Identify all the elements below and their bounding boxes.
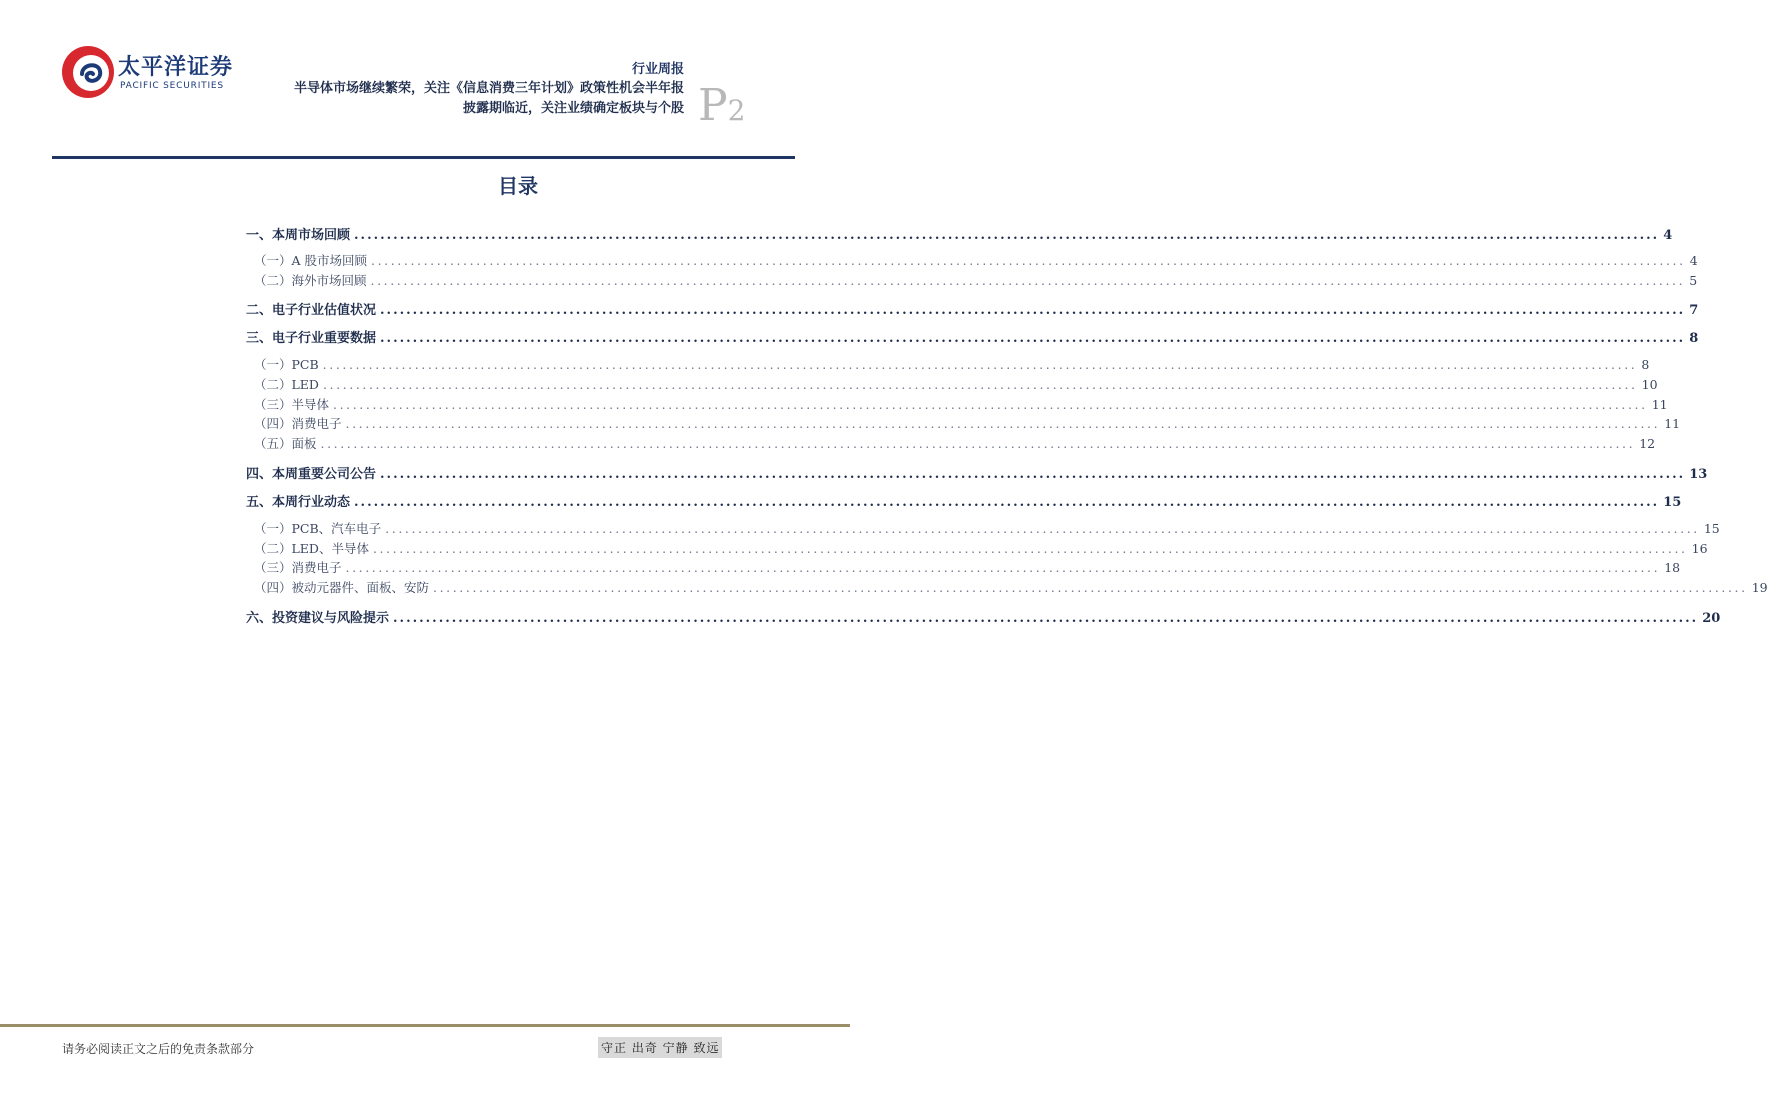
toc-entry-label: 二、电子行业估值状况 — [246, 303, 377, 318]
toc-dot-leader: ........................................................................................................................................................................................................ — [380, 303, 1686, 318]
toc-subsection-link[interactable] — [246, 434, 1656, 452]
toc-entry-label: （四）被动元器件、面板、安防 — [254, 580, 430, 595]
toc-dot-leader: ........................................................................................................................................................................................................ — [354, 495, 1660, 510]
toc-entry-label: （一）A 股市场回顾 — [254, 253, 368, 268]
page-number-mark — [698, 80, 745, 131]
report-type: 行业周报 — [631, 62, 684, 77]
toc-entry-page: 18 — [1664, 560, 1681, 575]
toc-subsection-link[interactable] — [246, 578, 1768, 596]
toc-section-link[interactable] — [246, 299, 1699, 318]
toc-entry-page: 5 — [1689, 273, 1698, 288]
toc-entry-page: 20 — [1702, 611, 1721, 626]
toc-dot-leader: ........................................................................................................................................................................................................ — [380, 331, 1686, 346]
toc-subsection-link[interactable] — [246, 251, 1698, 269]
toc-dot-leader: ........................................................................................................................................................................................................ — [433, 580, 1748, 595]
footer-divider — [0, 1024, 850, 1027]
page-letter: P — [698, 80, 728, 131]
toc-entry-page: 19 — [1751, 580, 1768, 595]
toc-entry-label: 四、本周重要公司公告 — [246, 467, 377, 482]
toc-entry-page: 13 — [1689, 467, 1708, 482]
toc-section-link[interactable] — [246, 327, 1699, 346]
toc-dot-leader: ........................................................................................................................................................................................................ — [322, 377, 1638, 392]
pacific-securities-logo-icon — [60, 44, 116, 100]
toc-entry-page: 15 — [1703, 521, 1720, 536]
toc-section-link[interactable] — [246, 491, 1682, 510]
toc-title: 目录 — [498, 174, 538, 198]
toc-subsection-link[interactable] — [246, 271, 1698, 289]
toc-dot-leader: ........................................................................................................................................................................................................ — [380, 467, 1686, 482]
toc-dot-leader: ........................................................................................................................................................................................................ — [372, 541, 1688, 556]
company-logo — [60, 44, 234, 104]
toc-entry-label: 五、本周行业动态 — [246, 495, 351, 510]
toc-entry-page: 11 — [1664, 416, 1681, 431]
footer-motto: 守正 出奇 宁静 致远 — [598, 1037, 722, 1058]
footer-disclaimer: 请务必阅读正文之后的免责条款部分 — [62, 1042, 255, 1056]
toc-dot-leader: ........................................................................................................................................................................................................ — [385, 521, 1700, 536]
toc-dot-leader: ........................................................................................................................................................................................................ — [345, 560, 1661, 575]
toc-entry-label: 三、电子行业重要数据 — [246, 331, 377, 346]
toc-entry-label: （三）半导体 — [254, 397, 330, 412]
toc-dot-leader: ........................................................................................................................................................................................................ — [333, 397, 1648, 412]
logo-text-en: PACIFIC SECURITIES — [120, 81, 224, 91]
toc-entry-label: （四）消费电子 — [254, 416, 342, 431]
toc-subsection-link[interactable] — [246, 558, 1681, 576]
toc-entry-label: 六、投资建议与风险提示 — [246, 611, 390, 626]
toc-entry-page: 4 — [1663, 228, 1673, 243]
toc-subsection-link[interactable] — [246, 375, 1658, 393]
toc-dot-leader: ........................................................................................................................................................................................................ — [371, 253, 1686, 268]
toc-section-link[interactable] — [246, 607, 1721, 626]
toc-subsection-link[interactable] — [246, 519, 1720, 537]
toc-entry-label: （二）海外市场回顾 — [254, 273, 367, 288]
toc-subsection-link[interactable] — [246, 355, 1650, 373]
report-title-line-2: 披露期临近，关注业绩确定板块与个股 — [462, 101, 684, 116]
toc-entry-page: 15 — [1663, 495, 1682, 510]
toc-dot-leader: ........................................................................................................................................................................................................ — [320, 436, 1636, 451]
toc-entry-label: （二）LED、半导体 — [254, 541, 369, 556]
toc-entry-page: 11 — [1651, 397, 1668, 412]
toc-subsection-link[interactable] — [246, 414, 1681, 432]
toc-entry-page: 10 — [1641, 377, 1658, 392]
toc-entry-page: 7 — [1689, 303, 1699, 318]
toc-entry-label: （五）面板 — [254, 436, 317, 451]
report-title-line-1: 半导体市场继续繁荣，关注《信息消费三年计划》政策性机会半年报 — [293, 81, 684, 96]
toc-dot-leader: ........................................................................................................................................................................................................ — [393, 611, 1699, 626]
toc-dot-leader: ........................................................................................................................................................................................................ — [322, 357, 1638, 372]
toc-entry-label: （一）PCB、汽车电子 — [254, 521, 382, 536]
page-number: 2 — [727, 94, 746, 127]
toc-section-link[interactable] — [246, 224, 1673, 243]
toc-entry-page: 8 — [1641, 357, 1650, 372]
toc-subsection-link[interactable] — [246, 539, 1708, 557]
toc-entry-label: （一）PCB — [254, 357, 319, 372]
toc-dot-leader: ........................................................................................................................................................................................................ — [370, 273, 1686, 288]
toc-dot-leader: ........................................................................................................................................................................................................ — [354, 228, 1660, 243]
toc-entry-label: （二）LED — [254, 377, 319, 392]
toc-section-link[interactable] — [246, 463, 1708, 482]
toc-dot-leader: ........................................................................................................................................................................................................ — [345, 416, 1661, 431]
toc-entry-label: （三）消费电子 — [254, 560, 342, 575]
toc-entry-page: 16 — [1691, 541, 1708, 556]
logo-text-cn: 太平洋证券 — [118, 55, 234, 80]
toc-subsection-link[interactable] — [246, 395, 1668, 413]
toc-entry-page: 12 — [1639, 436, 1656, 451]
toc-entry-page: 4 — [1689, 253, 1698, 268]
header-divider — [52, 156, 795, 159]
toc-entry-page: 8 — [1689, 331, 1699, 346]
toc-entry-label: 一、本周市场回顾 — [246, 228, 351, 243]
